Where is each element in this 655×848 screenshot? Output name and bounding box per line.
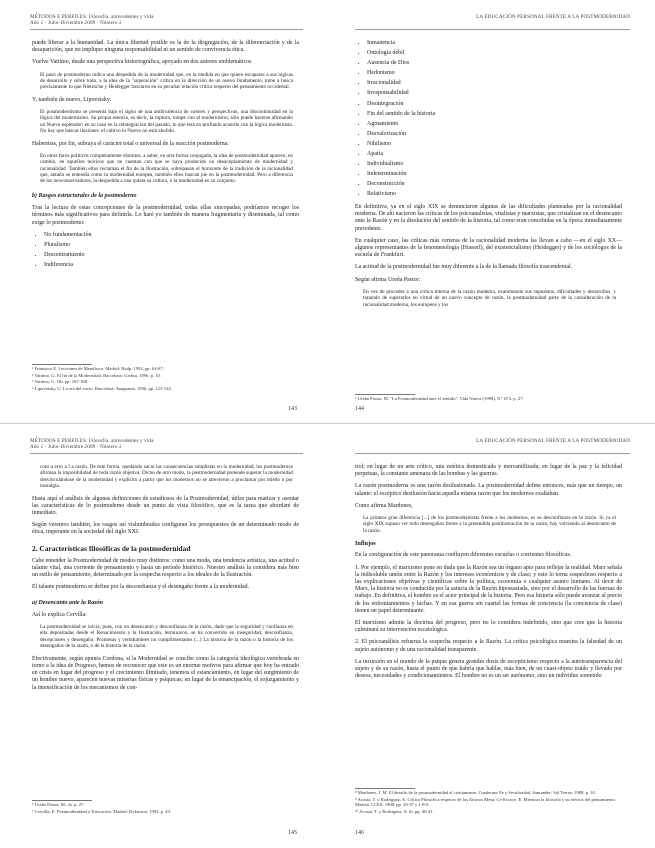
footnote-rule — [32, 800, 92, 801]
paragraph: 2. El psicoanálisis refuerza la sospecha respecto a la Razón. La crítica psicológica muestra la falsedad de un sujeto autónomo y de una racionalidad transparente. — [355, 639, 622, 653]
header-rule — [355, 453, 630, 454]
list-item: • Indiferencia — [44, 262, 299, 269]
list-item: • Irracionalidad — [367, 80, 622, 87]
paragraph: El marxismo admite la doctrina del progreso, pero no lo considera indefinido, sino que cree que la historia culminará su intervención escatológica. — [355, 620, 622, 634]
footnote: ³ Vattimo, G. Ob. pp. 167-168. — [32, 379, 89, 385]
page-number: 146 — [355, 830, 364, 836]
page-body — [32, 40, 299, 275]
footnote: ¹⁰ Acosta, T. y Rodríguez, A. ib. pp. 40-41. — [355, 808, 434, 814]
section-heading: 2. Características filosóficas de la postmodernidad — [32, 543, 191, 553]
paragraph: El talante postmoderno se define por la desconfianza y el desengaño frente a la modernidad. — [32, 584, 250, 591]
paragraph: Efectivamente, según apunta Cordona, si la Modernidad se concibe como la categoría ideológica vertebrada en torno a la idea de Progreso, hemos de reconocer que este es un enorme motivos para afirmar que hoy ha entrado en crisis en lugar del progreso y el crecimiento ilimitado, tenemos el estancamiento, en lugar del surgimiento de un hombre nuevo, aparecen nuevas miserias físicas y psíquicas; en lugar de la emancipación, el sojuzgamiento y la intensificación de los mecanismos de con- — [32, 655, 299, 691]
header-rule — [355, 29, 630, 30]
header-title: MÉTODOS E PERFILES: Filosofía, antecedentes y vida — [30, 438, 154, 444]
list-item: • No fundamentación — [44, 232, 299, 239]
paragraph: En definitiva, ya en el siglo XIX se denunciaron algunas de las dificultades planteadas por la racionalidad moderna. De ahí nacieron las críticas de los psicoanalistas, vitalistas y marxistas, que cristalizan en el desencanto ante la Razón y en la disolución del sentido de la historia, tal como eran concebidas en la época inmediatamente precedente. — [355, 204, 622, 232]
list-item: • Nihilismo — [367, 141, 622, 148]
bullet-list — [355, 40, 622, 198]
header-title: MÉTODOS E PERFILES: Filosofía, antecedentes y vida — [30, 14, 154, 20]
bullet-list — [32, 232, 299, 269]
footnotes — [355, 394, 622, 403]
section-heading: Influjos — [355, 540, 376, 548]
paragraph: 1. Por ejemplo, el marxismo pone en duda que la Razón sea un órgano apto para reflejar la realidad. Marx señala la indisoluble unión entre la Razón y los intereses económicos y de clase; y esto lo torna sospechoso respecto a las explicaciones objetivas y científicas sobre la política, economía o cualquier asunto humano. Al decir de Marx, la historia no es conducida por la astucia de la Razón hipostasiada, sino por el desarrollo de las fuerzas de trabajo. En definitiva, el hombre es el actor principal de la historia. Pero esa historia sólo puede avanzar al precio de los enfrentamientos y luchas. Y en esa guerra sin cuartel las formas de conciencia (la conciencia de clase) tienen un papel determinante. — [355, 564, 622, 614]
paragraph: La incursión en el mundo de la psique genera grandes dosis de escepticismo respecto a la autotransparencia del sujeto y de su razón, hasta el punto de que habría que hablar, más bien, de un cuasi-objeto traído y llevado por deseos, necesidades y condicionamientos. El hombre no es un ser autónomo, sino un individuo sometido — [355, 658, 622, 680]
footnote-rule — [355, 394, 415, 395]
footnote: ⁶ Ureña Pastor, M., ib. p. 27. — [32, 802, 85, 807]
footnote-rule — [32, 364, 92, 365]
block-quote: El postmodernismo se presenta bajo el signo de una ambivalencia de valores y perspectivas, una discontinuidad en la lógica del modernismo. Su propia esencia, es decir, la ruptura, rompe con el modernismo; sólo puede hacerse afirmando un Nuevo esplendor; en su caso en la reintegración del pasado, lo que está en profundo acuerdo con la lógica modernista. No hay que buscar ilusiones: el cultivo lo Nuevo no está abolido. — [40, 109, 293, 135]
page-145 — [0, 424, 327, 848]
block-quote: El paso de postmoderno indica una despedida de la modernidad que, en la medida en que quiere escaparse a sus lógicas de desarrollo y sobre todo, a la idea de la "superación" crítica en la dirección de un nuevo fundamento, tome a busca precisamente lo que Nietzsche y Heidegger buscaron en su peculiar relación crítica respecto del pensamiento occidental. — [40, 71, 293, 91]
list-item: • Ausencia de Dios — [367, 60, 622, 67]
running-header — [30, 14, 153, 27]
subsection-heading: b) Rasgos estructurales de la postmoderno — [32, 192, 137, 199]
list-item: • Relativismo — [367, 191, 622, 198]
footnotes — [32, 800, 299, 815]
list-item: • Deconstrucción — [367, 181, 622, 188]
footnote: ⁹ Acosta, T. y Rodríguez, A. Crítica Filosófica respecto de los Atracos Mesa, Ce-Escoce, E. Mientras la filosofía y su efectos del pensamiento. Madrid: CCES, 1998, pp. 29-37 y 1-8-9. — [355, 796, 616, 808]
footnotes — [32, 364, 299, 392]
page-body — [355, 464, 622, 685]
list-item: • Agotamiento — [367, 121, 622, 128]
list-item: • Desvalorización — [367, 131, 622, 138]
page-143 — [0, 0, 327, 424]
page-body — [355, 40, 622, 314]
spread-divider — [0, 423, 655, 424]
list-item: • Indeterminación — [367, 171, 622, 178]
footnotes — [355, 788, 622, 815]
paragraph: Según veremos también, los rasgos así vislumbrados configuran los presupuestos de un determinado modo de ética, imperante en la sociedad del siglo XXI. — [32, 522, 299, 536]
list-item: • Inmanencia — [367, 40, 622, 47]
block-quote: En otros foros políticos completamente distintos, a saber, en otra forma conjugada, la idea de postmodernidad aparece, en cambio, en aquellos teóricos que no cuentan con que se haya producido un desacoplamiento de modernidad y racionalidad. También ellos reclaman el fin de la Ilustración, sobrepasan el horizonte de la tradición de la racionalidad que, antaño se entendía como la modernidad europea, también ellos buscan pie en la postmodernidad. Pero a diferencia de los neoconservadores, la despedida a una quieta su cultura, o la modernidad en su conjunto. — [40, 152, 293, 185]
paragraph: Tras la lectura de estas concepciones de la postmodernidad, todas ellas sincopadas, podríamos recoger los términos más significativos para definirla. Lo haré yo también de manera fragmentaria y diseminada, tal como exige lo postmoderno: — [32, 205, 299, 226]
block-quote: La postmodernidad se inicia, pues, con un desencanto y desconfianza de la razón, dado que la seguridad y confianza en ella depositadas desde el Renacimiento y la Ilustración, terminaron, se ha convertido en inseguridad, desconfianza, decepciones y desengaño. Promesas y certidumbres no cumplimentados (...) La historia de la razón o la historia de los desengaños de la razón, o de la historia de la razón. — [40, 624, 293, 650]
paragraph: En la configuración de este panorama confluyen diferentes escuelas o corrientes filosóficas. — [355, 552, 572, 559]
list-item: • Pluralismo — [44, 242, 299, 249]
paragraph: Cabe entender la Postmodernidad de modos muy distintos: como una moda, una tendencia artística, una actitud o talante vital, una corriente de pensamiento y hasta un período histórico. Nuestro análisis la considera más bien un estilo de pensamiento, determinado por la sospecha respecto a los ideales de la Ilustración. — [32, 557, 299, 579]
footnote: ⁷ Cervilla, E. Postmodernidad y Educación. Madrid: Dykinson, 1993, p. 43. — [32, 808, 172, 814]
running-header — [30, 438, 153, 451]
paragraph: Hasta aquí el análisis de algunas definiciones de estudiosos de la Postmodernidad, útiles para matizar y asentar las características de lo postmoderno desde un punto de vista filosófico, que es la tarea que abordaré de inmediato. — [32, 495, 299, 517]
header-rule — [30, 453, 303, 454]
footnote: ⁸ Mardones, J. M. El desafío de la postmodernidad al cristianismo. Cuadernos Fe y Secularidad, Santander: Sal Terrae, 1988, p. 10. — [355, 790, 596, 795]
page-body — [32, 464, 299, 697]
list-item: • Hedonismo — [367, 70, 622, 77]
paragraph: trol; en lugar de un arte crítico, una estética domesticada y mercantilizada; en lugar de la paz y la felicidad perpetuas, la constante amenaza de las bombas y las guerras. — [355, 464, 622, 478]
list-item: • Ontología débil — [367, 50, 622, 57]
page-number: 144 — [355, 406, 364, 412]
list-item: • Fin del sentido de la historia — [367, 111, 622, 118]
subsection-heading: a) Desencanto ante la Razón — [32, 599, 104, 606]
page-number: 145 — [288, 830, 297, 836]
paragraph: La razón postmoderna es una razón desilusionada. La postmodernidad define entonces, más que un tiempo, un talante: el escéptico desilusión hacia aquella misma razón que los modernos exaltaban. — [355, 483, 622, 497]
list-item: • Apatía — [367, 151, 622, 158]
header-rule — [30, 29, 303, 30]
running-header: LA EDUCACIÓN PERSONAL FRENTE A LA POSTMODERNIDAD — [476, 14, 630, 20]
paragraph: Así lo explica Cervilla: — [32, 611, 87, 618]
footnote-rule — [355, 788, 415, 789]
list-item: • Descentramiento — [44, 252, 299, 259]
page-144 — [327, 0, 654, 424]
paragraph: En cualquier caso, las críticas más certeras de la racionalidad moderna las llevan a cabo —en el siglo XX— algunos representantes de la fenomenología (Husserl), del existencialismo (Heidegger) y de los sociólogos de la escuela de Frankfurt. — [355, 237, 622, 259]
block-quote: La primera gran diferencia [...] de los postmodernistas frente a los modernos, es su desconfianza en la razón. Si ya el siglo XIX supuso ver todo desengaños frente a la pretendida postilustración de la razón, hay volviendo al desencanto de la razón. — [363, 515, 616, 534]
block-quote: En vez de proceder a una crítica interna de la razón moderna, examinando sus supuestos, dificultades y desarrollos, y tratando de superarlos en virtud de un nuevo concepto de razón, la postmodernidad parte de la consideración de la racionalidad moderna, los europeos y los — [363, 288, 616, 308]
list-item: • Desintegración — [367, 101, 622, 108]
paragraph: Como afirma Mardones, — [355, 502, 413, 509]
footnote: ⁵ Ureña Pastor, M. "La Postmodernidad ante el sentido". Vida Nueva (1998), N.º 673, p. 27. — [355, 396, 524, 401]
paragraph: puede liberar a la humanidad. La única libertad posible es la de la disgregación, de la diferenciación y de la desaparición, que no implique ninguna responsabilidad ni un sentido de convivencia ética. — [32, 40, 299, 54]
header-issue: Año 1 · Julio-Diciembre 2009 · Número 2 — [30, 20, 122, 27]
header-issue: Año 1 · Julio-Diciembre 2009 · Número 2 — [30, 444, 122, 451]
block-quote: cont u erro a l a razón. De este forma, quedando sacar las consecuencias simplistas en la modernidad, los postmodernos afirman la imposibilidad de toda razón objetiva. Dicho de otro modo, la postmodernidad pretende superar la modernidad desvinculándose de la modernidad y explícito a partir que los modernos no se atrevieron a proclamar por miedo o por nostalgia. — [40, 464, 293, 490]
footnote: ⁴ Lipovetsky, G. La era del vacío. Barcelona: Anagrama, 1996, pp. 123-124. — [32, 385, 172, 391]
footnote: ¹ Fransisco E. Lecciones de Metafísica. Madrid: Rialp, 1992, pp. 64-67. — [32, 366, 164, 371]
paragraph: Según afirma Ureña Pastor: — [355, 276, 421, 283]
page-146 — [327, 424, 654, 848]
footnote: ² Vattimo, G. El fin de la Modernidad. Barcelona: Gedisa, 1996, p. 10. — [32, 372, 161, 378]
paragraph: La actitud de la postmodernidad fue muy diferente a la de la llamada filosofía trascendental. — [355, 264, 573, 271]
paragraph: Habermas, por fin, subraya el carácter total o universal de la reacción postmoderna: — [32, 140, 229, 147]
paragraph: Y, también de nuevo, Lipovetsky: — [32, 96, 112, 103]
list-item: • Irresponsabilidad — [367, 90, 622, 97]
page-number: 143 — [288, 406, 297, 412]
paragraph: Vuelve Vattimo, desde una perspectiva historiográfica, apoyado en dos autores emblemáticos — [32, 59, 252, 66]
list-item: • Individualismo — [367, 161, 622, 168]
running-header: LA EDUCACIÓN PERSONAL FRENTE A LA POSTMODERNIDAD — [476, 438, 630, 444]
